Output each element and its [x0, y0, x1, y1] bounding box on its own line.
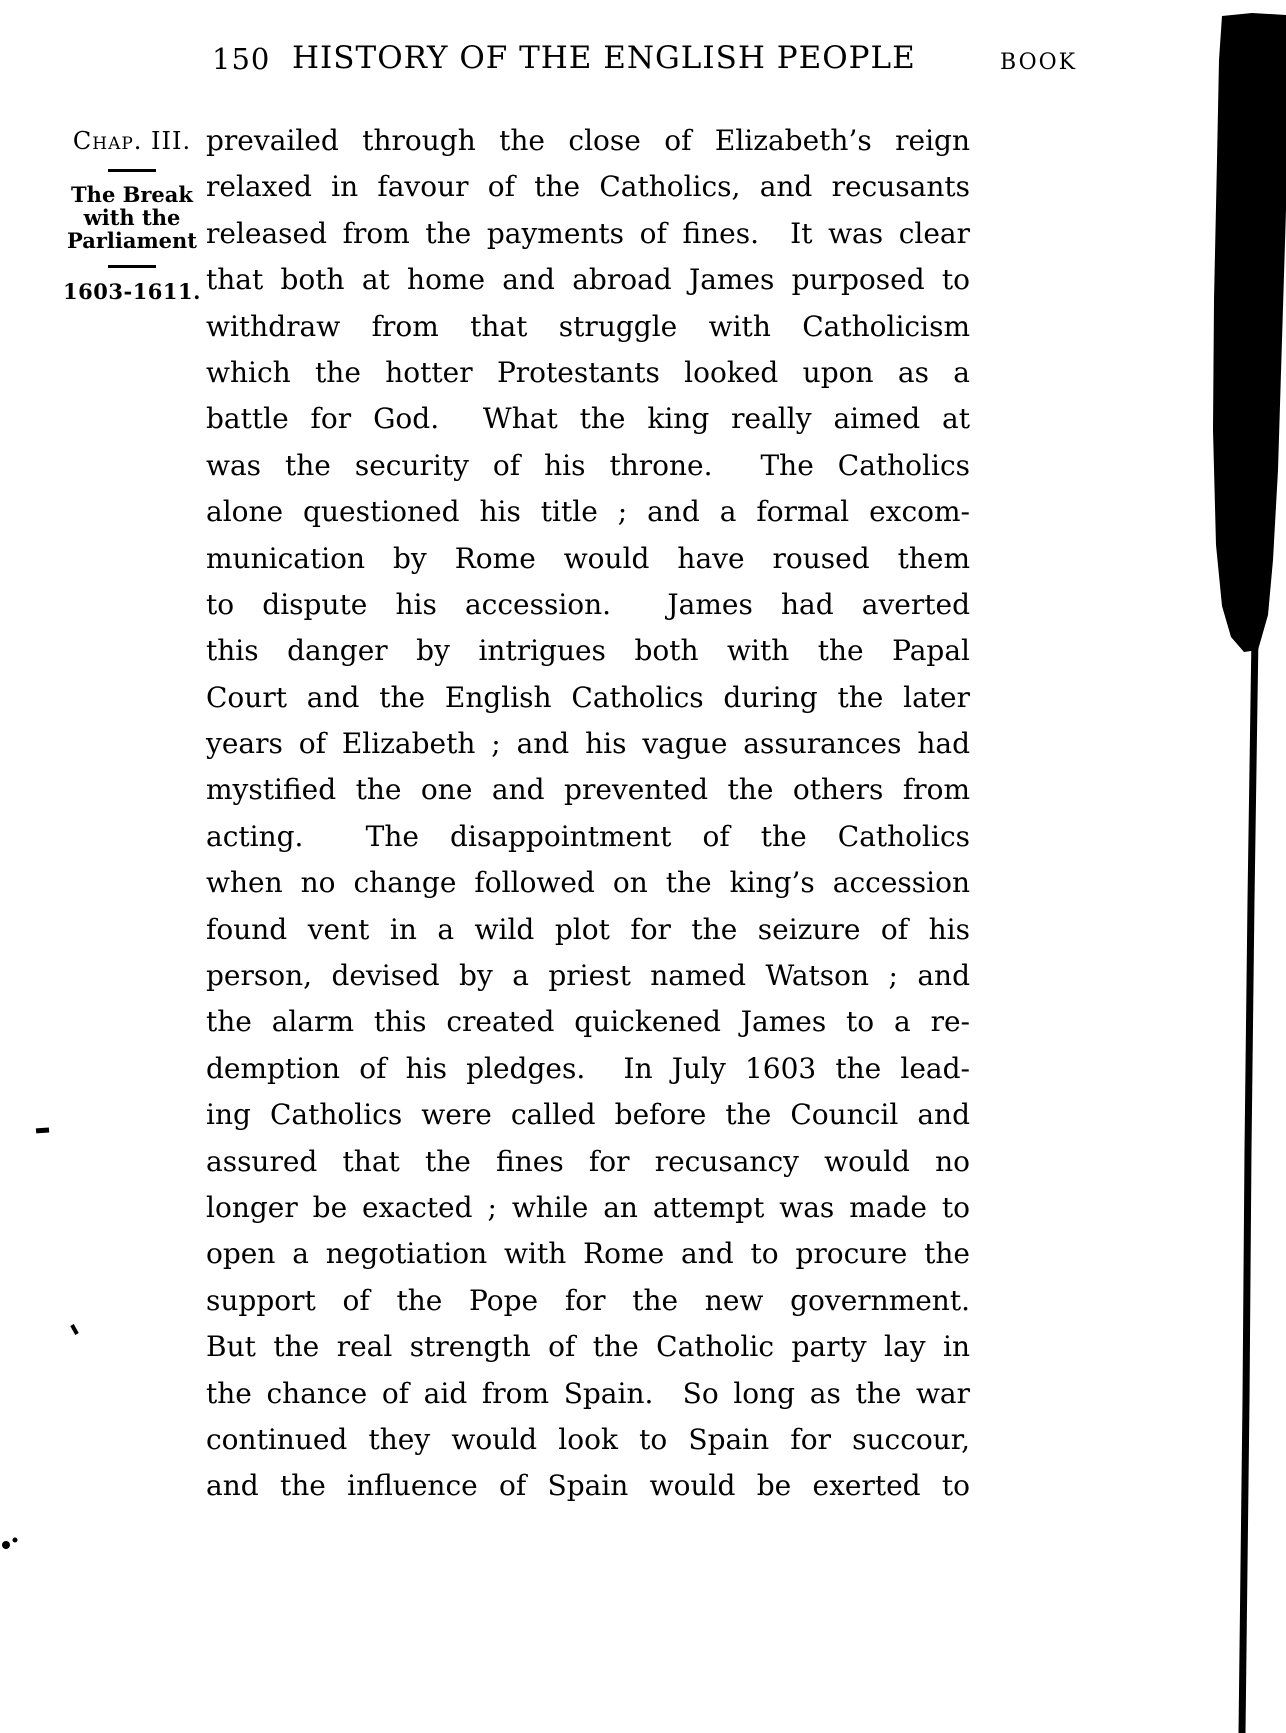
text-line: support of the Pope for the new government.: [206, 1283, 970, 1317]
binding-line: [1242, 635, 1255, 1733]
section-title-line: Parliament: [66, 228, 197, 253]
date-range: 1603-1611.: [63, 279, 201, 304]
text-line: the alarm this created quickened James to a re-: [206, 1005, 970, 1039]
text-line: was the security of his throne. The Catholics: [206, 448, 970, 482]
text-line: years of Elizabeth ; and his vague assurances had: [206, 727, 970, 761]
text-line: found vent in a wild plot for the seizure of his: [206, 912, 970, 946]
text-line: prevailed through the close of Elizabeth’s reign: [206, 124, 970, 157]
text-line: ing Catholics were called before the Council and: [206, 1098, 970, 1132]
text-line: which the hotter Protestants looked upon as a: [206, 355, 970, 389]
text-line: But the real strength of the Catholic party lay in: [206, 1330, 970, 1364]
text-line: mystified the one and prevented the others from: [206, 773, 970, 807]
section-title: [50, 183, 214, 252]
text-line: Court and the English Catholics during the later: [206, 680, 970, 714]
text-line: relaxed in favour of the Catholics, and recusants: [206, 170, 970, 204]
scan-speck: [13, 1538, 18, 1543]
text-line: when no change followed on the king’s accession: [206, 866, 970, 900]
book-label: BOOK: [1000, 50, 1078, 75]
text-line: person, devised by a priest named Watson ; and: [206, 959, 970, 993]
running-title: HISTORY OF THE ENGLISH PEOPLE: [292, 40, 916, 76]
text-line: the chance of aid from Spain. So long as the war: [206, 1376, 970, 1410]
text-line: munication by Rome would have roused them: [206, 541, 970, 575]
text-line: continued they would look to Spain for succour,: [206, 1422, 970, 1456]
section-title-line: The Break: [71, 182, 193, 207]
text-line: alone questioned his title ; and a formal excom-: [206, 495, 970, 529]
text-line: and the influence of Spain would be exerted to: [206, 1469, 970, 1503]
scan-dash: [36, 1128, 49, 1134]
text-line: demption of his pledges. In July 1603 the lead-: [206, 1051, 970, 1085]
text-line: to dispute his accession. James had averted: [206, 587, 970, 621]
text-line: open a negotiation with Rome and to procure the: [206, 1237, 970, 1271]
text-line: assured that the fines for recusancy would no: [206, 1144, 970, 1178]
text-line: longer be exacted ; while an attempt was made to: [206, 1190, 970, 1224]
text-line: acting. The disappointment of the Catholics: [206, 819, 970, 853]
margin-notes: [50, 127, 214, 304]
body-text: [206, 118, 970, 1510]
margin-rule-top: [108, 169, 156, 172]
text-line: withdraw from that struggle with Catholicism: [206, 309, 970, 343]
text-line: released from the payments of fines. It was clear: [206, 216, 970, 250]
text-line: battle for God. What the king really aimed at: [206, 402, 970, 436]
text-line: this danger by intrigues both with the Papal: [206, 634, 970, 668]
page-number: 150: [212, 42, 271, 76]
scan-tick: [72, 1325, 77, 1334]
section-title-line: with the: [83, 205, 181, 230]
scan-speck: [2, 1541, 10, 1549]
text-line: that both at home and abroad James purposed to: [206, 263, 970, 297]
ink-blot: [1213, 13, 1286, 652]
chapter-label: Chap. III.: [72, 127, 192, 155]
margin-rule-bottom: [108, 265, 156, 268]
